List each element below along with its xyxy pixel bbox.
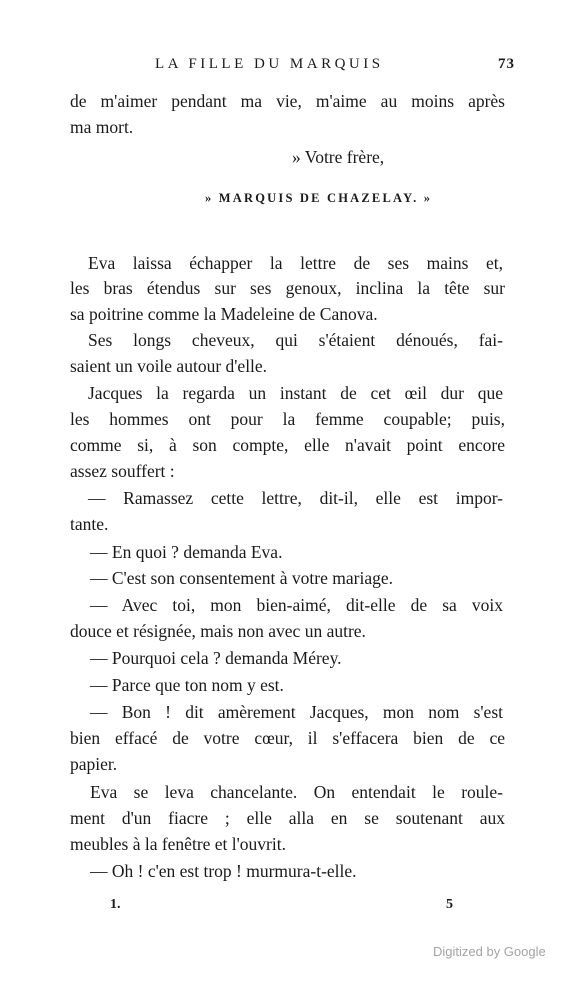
text-line: ment d'un fiacre ; elle alla en se soutenant aux bbox=[70, 808, 505, 828]
paragraph-start-line: — Parce que ton nom y est. bbox=[90, 675, 284, 695]
paragraph-start-line: — Ramassez cette lettre, dit-il, elle est impor- bbox=[88, 488, 503, 508]
paragraph-start-line: Eva se leva chancelante. On entendait le roule- bbox=[90, 782, 503, 802]
text-line: les hommes ont pour la femme coupable; puis, bbox=[70, 409, 505, 429]
text-line: papier. bbox=[70, 754, 118, 774]
text-line: douce et résignée, mais non avec un autre. bbox=[70, 621, 366, 641]
paragraph-start-line: — C'est son consentement à votre mariage. bbox=[90, 568, 393, 588]
paragraph-start-line: Ses longs cheveux, qui s'étaient dénoués, fai- bbox=[88, 330, 503, 350]
text-line: ma mort. bbox=[70, 117, 134, 137]
running-title: LA FILLE DU MARQUIS bbox=[155, 56, 384, 72]
signature-mark: 1. bbox=[110, 897, 121, 912]
sheet-number: 5 bbox=[446, 897, 453, 912]
paragraph-start-line: — En quoi ? demanda Eva. bbox=[90, 542, 283, 562]
paragraph-start-line: Eva laissa échapper la lettre de ses mains et, bbox=[88, 253, 503, 273]
paragraph-start-line: — Oh ! c'en est trop ! murmura-t-elle. bbox=[90, 861, 357, 881]
text-line: tante. bbox=[70, 514, 109, 534]
text-line: les bras étendus sur ses genoux, inclina la tête sur bbox=[70, 278, 505, 298]
text-line: meubles à la fenêtre et l'ouvrit. bbox=[70, 834, 286, 854]
text-line: bien effacé de votre cœur, il s'effacera bien de ce bbox=[70, 728, 505, 748]
page-number: 73 bbox=[498, 56, 515, 72]
text-line: de m'aimer pendant ma vie, m'aime au moins après bbox=[70, 91, 505, 111]
paragraph-start-line: — Pourquoi cela ? demanda Mérey. bbox=[90, 648, 342, 668]
letter-closing: » Votre frère, bbox=[292, 147, 385, 167]
running-header bbox=[155, 56, 515, 78]
text-line: comme si, à son compte, elle n'avait point encore bbox=[70, 435, 505, 455]
letter-signature: » MARQUIS DE CHAZELAY. » bbox=[205, 191, 433, 205]
paragraph-start-line: — Avec toi, mon bien-aimé, dit-elle de sa voix bbox=[90, 595, 503, 615]
paragraph-start-line: Jacques la regarda un instant de cet œil dur que bbox=[88, 383, 503, 403]
text-line: saient un voile autour d'elle. bbox=[70, 356, 268, 376]
text-line: sa poitrine comme la Madeleine de Canova. bbox=[70, 304, 378, 324]
text-line: assez souffert : bbox=[70, 461, 175, 481]
paragraph-start-line: — Bon ! dit amèrement Jacques, mon nom s'est bbox=[90, 702, 503, 722]
digitized-watermark: Digitized by Google bbox=[433, 944, 546, 959]
